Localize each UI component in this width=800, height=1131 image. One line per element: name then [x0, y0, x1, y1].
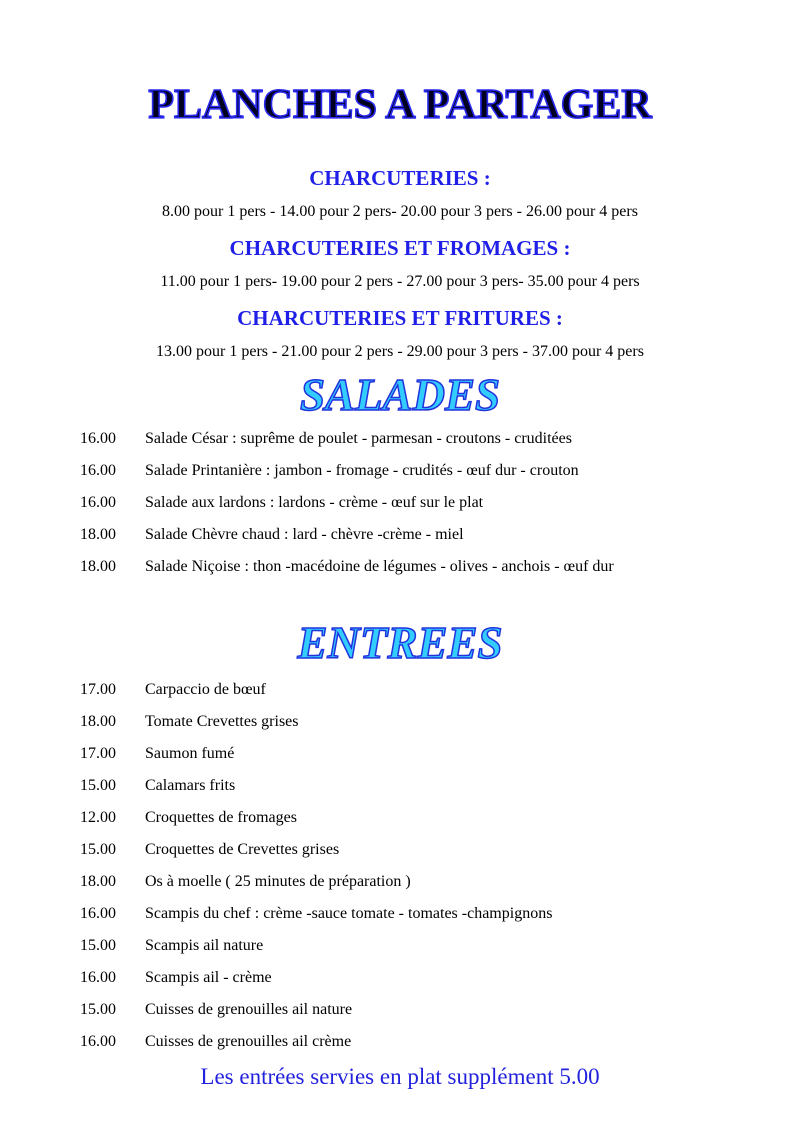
- item-label: Scampis ail nature: [145, 937, 264, 954]
- planches-section: [0, 168, 800, 220]
- menu-row: [0, 968, 800, 988]
- item-label: Salade Chèvre chaud : lard - chèvre -crème - miel: [145, 526, 464, 543]
- menu-row: [0, 1000, 800, 1020]
- menu-row: [0, 744, 800, 764]
- item-label: Cuisses de grenouilles ail crème: [145, 1033, 352, 1050]
- item-label: Croquettes de Crevettes grises: [145, 841, 340, 858]
- item-label: Scampis ail - crème: [145, 969, 272, 986]
- item-label: Calamars frits: [145, 777, 236, 794]
- menu-row: [0, 840, 800, 860]
- item-label: Salade Printanière : jambon - fromage - crudités - œuf dur - crouton: [145, 462, 579, 479]
- menu-row: [0, 429, 800, 449]
- planches-sections: [0, 168, 800, 360]
- item-price: 12.00: [80, 809, 116, 826]
- item-label: Scampis du chef : crème -sauce tomate - tomates -champignons: [145, 905, 553, 922]
- menu-row: [0, 808, 800, 828]
- item-price: 18.00: [80, 873, 116, 890]
- section-prices: 8.00 pour 1 pers - 14.00 pour 2 pers- 20.00 pour 3 pers - 26.00 pour 4 pers: [162, 203, 638, 220]
- entrees-heading: ENTREES: [297, 618, 503, 668]
- footer-note: Les entrées servies en plat supplément 5.00: [200, 1064, 600, 1089]
- menu-row: [0, 936, 800, 956]
- section-prices: 11.00 pour 1 pers- 19.00 pour 2 pers - 27.00 pour 3 pers- 35.00 pour 4 pers: [160, 273, 640, 290]
- menu-row: [0, 493, 800, 513]
- item-price: 15.00: [80, 1001, 116, 1018]
- salades-heading: SALADES: [299, 370, 501, 420]
- item-label: Carpaccio de bœuf: [145, 681, 266, 698]
- item-price: 16.00: [80, 1033, 116, 1050]
- section-heading: CHARCUTERIES ET FRITURES :: [237, 306, 563, 330]
- item-price: 17.00: [80, 745, 116, 762]
- item-price: 16.00: [80, 494, 116, 511]
- section-prices: 13.00 pour 1 pers - 21.00 pour 2 pers - 29.00 pour 3 pers - 37.00 pour 4 pers: [156, 343, 644, 360]
- item-price: 17.00: [80, 681, 116, 698]
- item-price: 15.00: [80, 841, 116, 858]
- item-price: 16.00: [80, 969, 116, 986]
- planches-section: [0, 238, 800, 290]
- item-label: Salade Niçoise : thon -macédoine de légumes - olives - anchois - œuf dur: [145, 558, 614, 575]
- section-heading: CHARCUTERIES :: [309, 166, 491, 190]
- item-price: 16.00: [80, 462, 116, 479]
- item-label: Saumon fumé: [145, 745, 235, 762]
- entrees-list: [0, 680, 800, 1052]
- item-price: 16.00: [80, 430, 116, 447]
- item-price: 18.00: [80, 526, 116, 543]
- item-label: Tomate Crevettes grises: [145, 713, 299, 730]
- item-label: Salade César : suprême de poulet - parmesan - croutons - cruditées: [145, 430, 572, 447]
- menu-row: [0, 872, 800, 892]
- menu-row: [0, 1032, 800, 1052]
- menu-row: [0, 712, 800, 732]
- item-price: 18.00: [80, 558, 116, 575]
- section-heading: CHARCUTERIES ET FROMAGES :: [229, 236, 571, 260]
- page-title: PLANCHES A PARTAGER: [148, 82, 652, 128]
- salades-list: [0, 429, 800, 577]
- item-price: 18.00: [80, 713, 116, 730]
- item-price: 15.00: [80, 937, 116, 954]
- planches-section: [0, 308, 800, 360]
- menu-row: [0, 680, 800, 700]
- menu-row: [0, 557, 800, 577]
- menu-row: [0, 525, 800, 545]
- item-label: Salade aux lardons : lardons - crème - œuf sur le plat: [145, 494, 484, 511]
- menu-row: [0, 776, 800, 796]
- menu-row: [0, 461, 800, 481]
- item-price: 15.00: [80, 777, 116, 794]
- item-label: Croquettes de fromages: [145, 809, 297, 826]
- item-label: Os à moelle ( 25 minutes de préparation ): [145, 873, 411, 890]
- item-price: 16.00: [80, 905, 116, 922]
- item-label: Cuisses de grenouilles ail nature: [145, 1001, 353, 1018]
- menu-row: [0, 904, 800, 924]
